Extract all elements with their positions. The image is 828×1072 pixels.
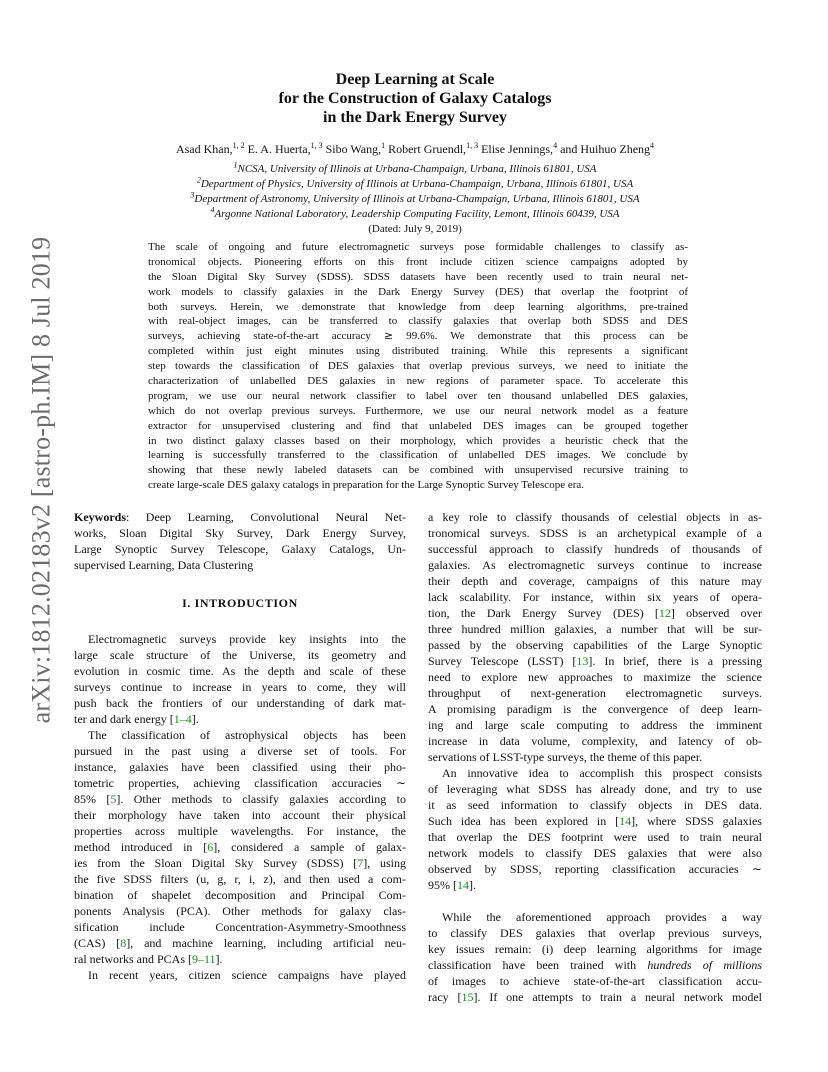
affiliation-number: 3	[190, 190, 195, 200]
citation-link[interactable]: 9–11	[191, 952, 216, 966]
text-line: of leveraging what SDSS has already done, and try to use	[428, 782, 762, 796]
text-line: to classify DES galaxies that overlap previous surveys,	[428, 926, 762, 940]
text-line: galaxies. As electromagnetic surveys continue to increase	[428, 558, 762, 572]
affiliation-list	[110, 162, 720, 237]
text-line: evolution in cosmic time. As the depth and scale of these	[74, 664, 406, 678]
arxiv-identifier-stamp	[24, 236, 58, 724]
text-line: Such idea has been explored in [14], where SDSS galaxies	[428, 814, 762, 828]
affiliation-text: Argonne National Laboratory, Leadership Computing Facility, Lemont, Illinois 60439, USA	[214, 208, 620, 220]
citation-link[interactable]: 8	[120, 936, 127, 950]
abstract-line: characterization of unlabelled DES galaxies in new regions of parameter space. To accelerate this	[148, 375, 688, 388]
author-affiliation-marker: 1, 3	[466, 141, 479, 150]
abstract-line: completed within just eight minutes using distributed training. While this represents a significant	[148, 345, 688, 358]
citation-link[interactable]: 13	[576, 654, 589, 668]
text-line: 85% [5]. Other methods to classify galaxies according to	[74, 792, 406, 806]
author-affiliation-marker: 4	[650, 141, 655, 150]
text-line: three hundred million galaxies, a number that will be sur-	[428, 622, 762, 636]
title-line: for the Construction of Galaxy Catalogs	[278, 90, 552, 107]
text-line: tronomical surveys. SDSS is an archetypical example of a	[428, 526, 762, 540]
keywords-line: works, Sloan Digital Sky Survey, Dark Energy Survey,	[74, 526, 406, 540]
text-line: bination of shapelet decomposition and Principal Com-	[74, 888, 406, 902]
title-line: Deep Learning at Scale	[335, 71, 495, 88]
text-line: servations of LSST-type surveys, the theme of this paper.	[428, 750, 703, 764]
keywords-text: : Deep Learning, Convolutional Neural Net-	[126, 510, 406, 524]
abstract-line: the Sloan Digital Sky Survey (SDSS). SDSS datasets have been recently used to train neural net-	[148, 270, 688, 283]
text-line: Electromagnetic surveys provide key insights into the	[88, 632, 406, 646]
text-line: pursued in the past using a diverse set of tools. For	[74, 744, 406, 758]
keywords-line: Large Synoptic Survey Telescope, Galaxy Catalogs, Un-	[74, 542, 406, 556]
abstract-line: with real-object images, can be transferred to classify galaxies that overlap both SDSS and DES	[148, 315, 688, 328]
abstract-line: step towards the classification of DES galaxies that overlap previous surveys, we need to initiate the	[148, 360, 688, 373]
text-line: tion, the Dark Energy Survey (DES) [12] observed over	[428, 606, 762, 620]
abstract-line: work models to classify galaxies in the Dark Energy Survey (DES) that overlap the footprint of	[148, 285, 688, 298]
text-line: large scale structure of the Universe, its geometry and	[74, 648, 406, 662]
text-line: (CAS) [8], and machine learning, including artificial neu-	[74, 936, 406, 950]
text-line: surveys continue to increase in years to come, they will	[74, 680, 406, 694]
text-line: tometric properties, achieving classification accuracies ∼	[74, 776, 406, 790]
affiliation-text: NCSA, University of Illinois at Urbana-Champaign, Urbana, Illinois 61801, USA	[237, 163, 597, 175]
abstract-line: which do not overlap previous surveys. Furthermore, we use our neural network model as a feature	[148, 404, 688, 417]
abstract-line: create large-scale DES galaxy catalogs in preparation for the Large Synoptic Survey Telescope era.	[148, 479, 584, 492]
author-list	[90, 142, 740, 156]
text-line: method introduced in [6], considered a sample of galax-	[74, 840, 406, 854]
left-column-body	[74, 631, 406, 983]
text-line: throughput of next-generation electromagnetic surveys.	[428, 686, 762, 700]
abstract-line: program, we use our neural network classifier to label over ten thousand unlabelled DES galaxies,	[148, 389, 688, 402]
affiliation-text: Department of Physics, University of Illinois at Urbana-Champaign, Urbana, Illinois 61801, USA	[200, 178, 634, 190]
text-line: lack scalability. For instance, within six years of opera-	[428, 590, 762, 604]
affiliation-number: 2	[196, 175, 201, 185]
keywords-line: supervised Learning, Data Clustering	[74, 558, 254, 572]
author-affiliation-marker: 4	[553, 141, 558, 150]
text-line: it as seed information to classify objects in DES data.	[428, 798, 762, 812]
citation-link[interactable]: 14	[457, 878, 469, 892]
arxiv-identifier-text: arXiv:1812.02183v2 [astro-ph.IM] 8 Jul 2019	[26, 236, 55, 724]
author-affiliation-marker: 1, 3	[310, 141, 323, 150]
text-line: their morphology have taken into account their physical	[74, 808, 406, 822]
right-column	[428, 509, 762, 1005]
emphasis-text: hundreds of millions	[647, 958, 762, 972]
text-line: ing and large scale computing to address the imminent	[428, 718, 762, 732]
abstract-line: showing that these newly labeled datasets can be combined with unsupervised recursive training to	[148, 464, 688, 477]
text-line: key issues remain: (i) deep learning algorithms for image	[428, 942, 762, 956]
abstract-line: in two distinct galaxy classes based on their morphology, which provides a heuristic check that the	[148, 434, 688, 447]
text-line: racy [15]. If one attempts to train a neural network model	[428, 990, 762, 1004]
abstract-line: both surveys. Herein, we demonstrate that knowledge from deep learning algorithms, pre-trained	[148, 300, 688, 313]
text-line: The classification of astrophysical objects has been	[88, 728, 406, 742]
citation-link[interactable]: 12	[658, 606, 671, 620]
text-line: the five SDSS filters (u, g, r, i, z), and then used a com-	[74, 872, 406, 886]
text-line: ter and dark energy [1–4].	[74, 712, 199, 726]
text-line: ponents Analysis (PCA). Other methods for galaxy clas-	[74, 904, 406, 918]
text-line: Survey Telescope (LSST) [13]. In brief, there is a pressing	[428, 654, 762, 668]
text-line: instance, galaxies have been classified using their pho-	[74, 760, 406, 774]
abstract-line: extractor for unsupervised clustering and find that unlabeled DES images can be grouped together	[148, 419, 688, 432]
text-line: A promising paradigm is the convergence of deep learn-	[428, 702, 762, 716]
paper-title	[150, 70, 680, 127]
keywords-label: Keywords	[74, 510, 126, 524]
author-name: Robert Gruendl,$^{1, 3}$	[385, 141, 479, 156]
abstract	[148, 240, 688, 493]
text-line: a key role to classify thousands of celestial objects in as-	[428, 510, 762, 524]
text-line: In recent years, citizen science campaigns have played	[88, 968, 406, 982]
text-line: ies from the Sloan Digital Sky Survey (SDSS) [7], using	[74, 856, 406, 870]
abstract-line: The scale of ongoing and future electromagnetic surveys pose formidable challenges to classify as-	[148, 241, 688, 253]
author-name: E. A. Huerta,$^{1, 3}$	[244, 141, 323, 156]
affiliation-number: 1	[233, 160, 238, 170]
text-line: ral networks and PCAs [9–11].	[74, 952, 223, 966]
affiliation	[110, 177, 720, 192]
affiliation	[110, 207, 720, 222]
section-heading-introduction: I. INTRODUCTION	[182, 596, 298, 610]
text-line: network models to classify DES galaxies that were also	[428, 846, 762, 860]
text-line: properties across multiple wavelengths. For instance, the	[74, 824, 406, 838]
citation-link[interactable]: 5	[110, 792, 117, 806]
citation-link[interactable]: 15	[461, 990, 474, 1004]
text-line: passed by the observing capabilities of the Large Synoptic	[428, 638, 762, 652]
text-line: that overlap the DES footprint were used to train neural	[428, 830, 762, 844]
text-line: of images to achieve state-of-the-art classification accu-	[428, 974, 762, 988]
affiliation	[110, 192, 720, 207]
author-name: Asad Khan,$^{1, 2}$	[175, 141, 245, 156]
text-line: sification include Concentration-Asymmetry-Smoothness	[74, 920, 406, 934]
abstract-line: tronomical objects. Pioneering efforts on this front include citizen science campaigns adopted by	[148, 255, 688, 268]
left-column	[74, 509, 406, 983]
text-line: observed by SDSS, reporting classification accuracies ∼	[428, 862, 762, 876]
affiliation-text: Department of Astronomy, University of Illinois at Urbana-Champaign, Urbana, Illinois 61801, USA	[194, 193, 640, 205]
abstract-line: learning is successfully transferred to the classification of unlabelled DES images. We conclude by	[148, 449, 688, 462]
affiliation	[110, 162, 720, 177]
author-name: and Huihuo Zheng$^4$	[557, 141, 655, 156]
title-line: in the Dark Energy Survey	[323, 109, 507, 126]
citation-link[interactable]: 6	[207, 840, 214, 854]
text-line: increase in data volume, complexity, and latency of ob-	[428, 734, 762, 748]
text-line: classification have been trained with hundreds of millions	[428, 958, 762, 972]
text-line: 95% [14].	[428, 878, 476, 892]
text-line: push back the frontiers of our understanding of dark mat-	[74, 696, 406, 710]
abstract-line: surveys, achieving state-of-the-art accuracy ≳ 99.6%. We demonstrate that this process can be	[148, 330, 688, 343]
paragraph-gap	[428, 893, 762, 909]
text-line: their depth and coverage, campaigns of this nature may	[428, 574, 762, 588]
affiliation-number: 4	[210, 205, 215, 215]
citation-link[interactable]: 1–4	[173, 712, 192, 726]
author-affiliation-marker: 1, 2	[232, 141, 245, 150]
author-affiliation-marker: 1	[381, 141, 386, 150]
keywords-line	[74, 509, 406, 525]
author-name: Elise Jennings,$^4$	[478, 141, 558, 156]
author-name: Sibo Wang,$^1$	[322, 141, 386, 156]
text-line: need to explore new approaches to maximize the science	[428, 670, 762, 684]
text-line: successful approach to classify hundreds of thousands of	[428, 542, 762, 556]
text-line: An innovative idea to accomplish this prospect consists	[442, 766, 762, 780]
citation-link[interactable]: 7	[357, 856, 364, 870]
citation-link[interactable]: 14	[619, 814, 632, 828]
date-line: (Dated: July 9, 2019)	[368, 223, 462, 235]
text-line: While the aforementioned approach provides a way	[442, 910, 762, 924]
